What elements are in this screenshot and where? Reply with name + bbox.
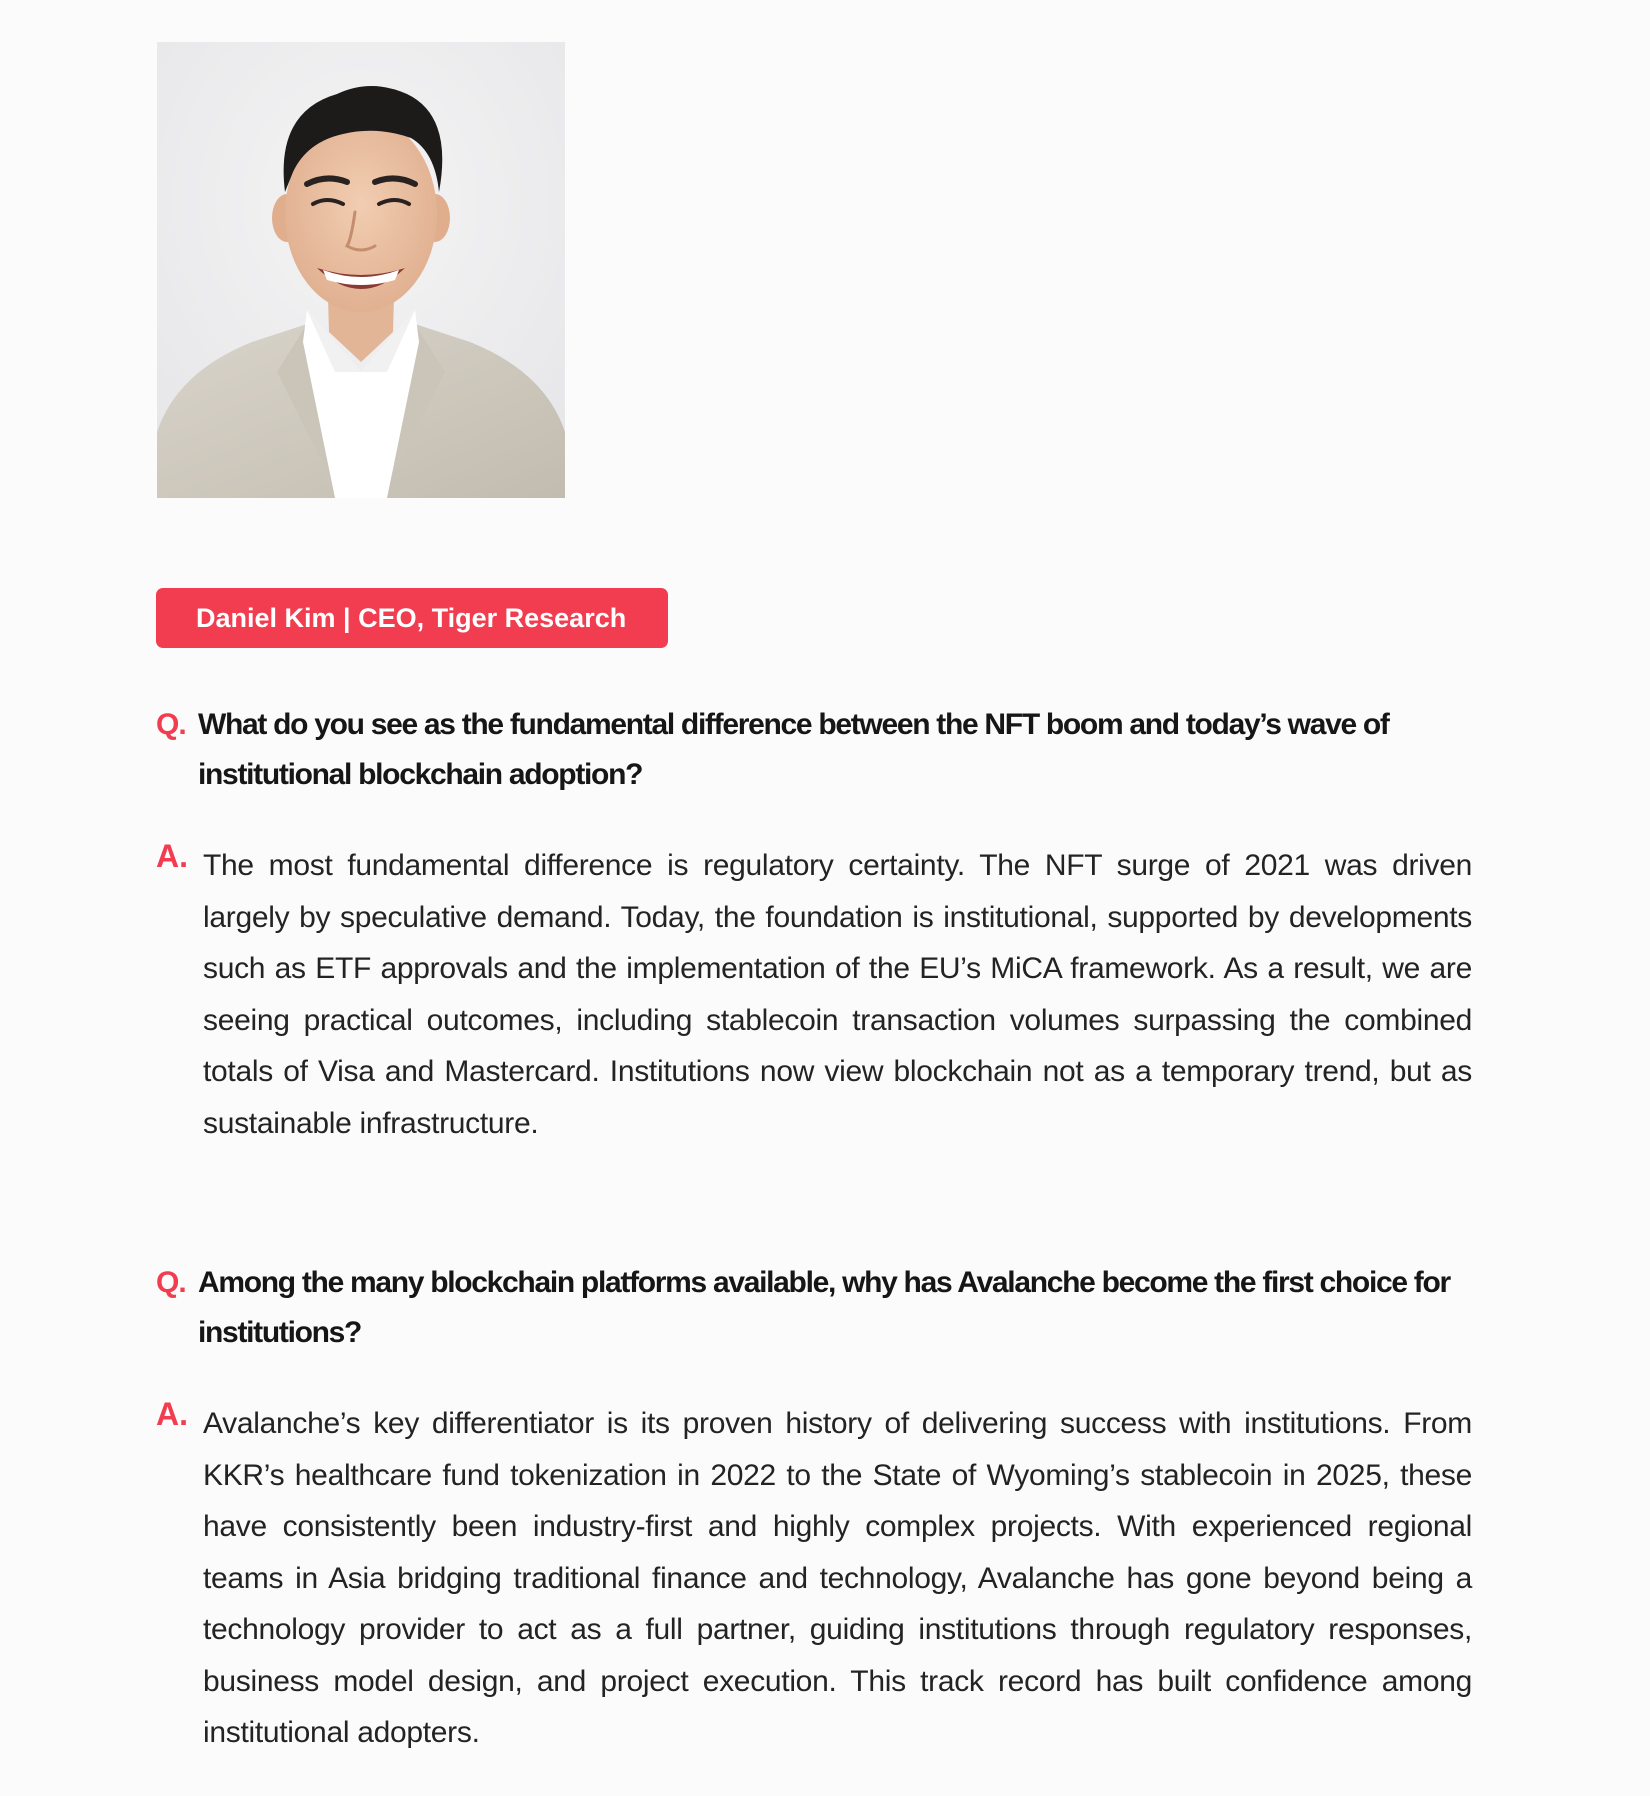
answer-marker: A. <box>156 838 188 874</box>
answer-block-2 <box>156 1398 1472 1759</box>
name-badge <box>156 588 668 648</box>
question-block-2 <box>156 1258 1472 1358</box>
answer-block-1 <box>156 840 1472 1149</box>
answer-text: The most fundamental difference is regulatory certainty. The NFT surge of 2021 was driven largely by speculative demand. Today, the foundation is institutional, supported by developments such as ETF approvals and the implementation of the EU’s MiCA framework. As a result, we are seeing practical outcomes, including stablecoin transaction volumes surpassing the combined totals of Visa and Mastercard. Institutions now view blockchain not as a temporary trend, but as sustainable infrastructure. <box>203 849 1472 1140</box>
answer-text: Avalanche’s key differentiator is its proven history of delivering success with institutions. From KKR’s healthcare fund tokenization in 2022 to the State of Wyoming’s stablecoin in 2025, these have consistently been industry-first and highly complex projects. With experienced regional teams in Asia bridging traditional finance and technology, Avalanche has gone beyond being a technology provider to act as a full partner, guiding institutions through regulatory responses, business model design, and project execution. This track record has built confidence among institutional adopters. <box>203 1407 1472 1749</box>
question-marker: Q. <box>156 1266 186 1299</box>
question-text: What do you see as the fundamental difference between the NFT boom and today’s wave of institutional blockchain adoption? <box>198 708 1389 791</box>
question-marker: Q. <box>156 708 186 741</box>
profile-photo <box>157 42 565 498</box>
answer-marker: A. <box>156 1396 188 1432</box>
question-text: Among the many blockchain platforms available, why has Avalanche become the first choice for institutions? <box>198 1266 1450 1349</box>
portrait-illustration <box>157 42 565 498</box>
badge-text: Daniel Kim | CEO, Tiger Research <box>196 603 627 633</box>
question-block-1 <box>156 700 1472 800</box>
